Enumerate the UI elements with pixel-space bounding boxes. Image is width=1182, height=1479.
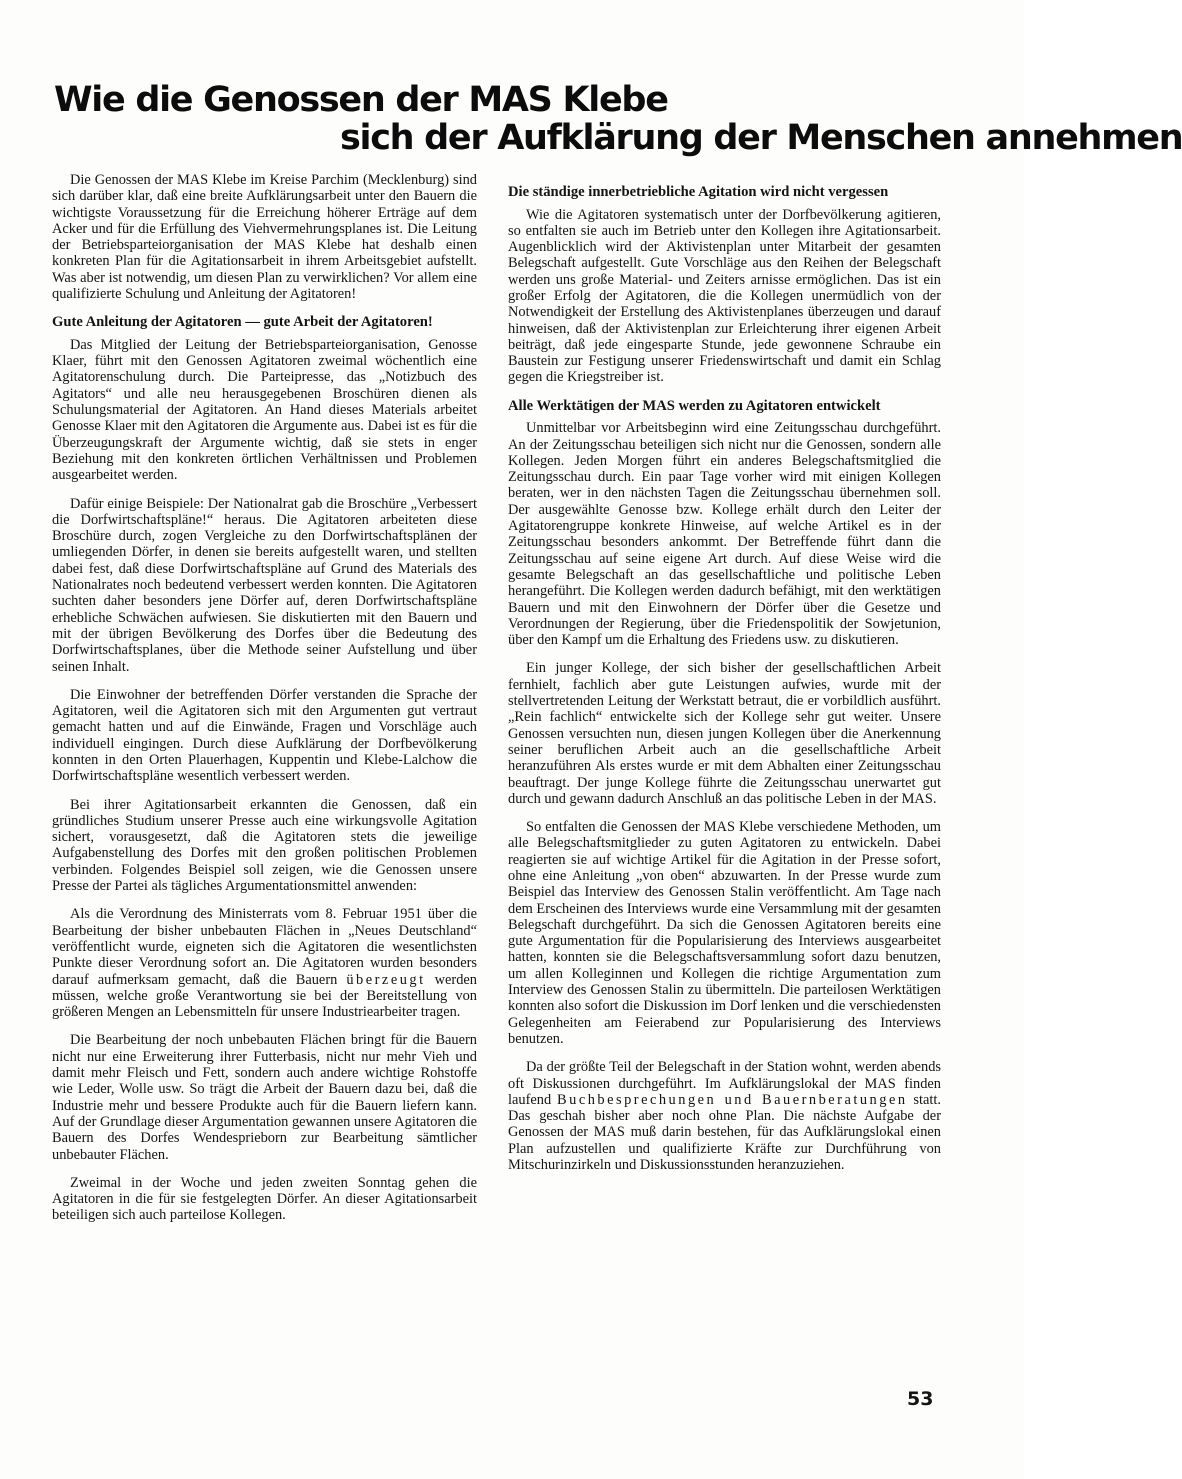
paragraph-text: statt. Das geschah bisher aber noch ohne Plan. Die nächste Aufgabe der Genossen der MAS muß darin bestehen, für das Aufklärungslokal einen Plan aufzustellen und qualifizierte Kräfte zur Durchführung von Mitschurinzirkeln und Diskussionsstunden heranzuziehen.	[508, 1091, 941, 1174]
paragraph: Die Genossen der MAS Klebe im Kreise Parchim (Mecklenburg) sind sich darüber klar, daß eine breite Aufklärungsarbeit unter den Bauern die wichtigste Voraussetzung für die Erreichung höherer Erträge auf dem Acker und für die Erfüllung des Viehvermehrungsplanes ist. Die Leitung der Betriebsparteiorganisation der MAS Klebe hat deshalb einen konkreten Plan für die Agitationsarbeit in ihrem Arbeitsgebiet aufstellt. Was aber ist notwendig, um diesen Plan zu verwirklichen? Vor allem eine qualifizierte Schulung und Anleitung der Agitatoren!	[52, 172, 477, 303]
paragraph: Das Mitglied der Leitung der Betriebsparteiorganisation, Genosse Klaer, führt mit den Genossen Agitatoren zweimal wöchentlich eine Agitatorenschulung durch. Die Parteipresse, das „Notizbuch des Agitators“ und alle neu herausgegebenen Broschüren dienen als Schulungsmaterial der Agitatoren. An Hand dieses Materials arbeitet Genosse Klaer mit den Agitatoren die Argumente aus. Dabei ist es für die Überzeugungskraft der Argumente wichtig, daß sie stets in enger Beziehung mit den konkreten örtlichen Verhältnissen und Problemen ausgearbeitet werden.	[52, 336, 477, 484]
paragraph	[508, 1059, 941, 1173]
paragraph: Zweimal in der Woche und jeden zweiten Sonntag gehen die Agitatoren in die für sie festgelegten Dörfer. An dieser Agitationsarbeit beteiligen sich auch parteilose Kollegen.	[52, 1174, 477, 1224]
paragraph: Dafür einige Beispiele: Der Nationalrat gab die Broschüre „Verbessert die Dorfwirtschaftspläne!“ heraus. Die Agitatoren arbeiteten diese Broschüre durch, zogen Vergleiche zu den Dorfwirtschaftsplänen der umliegenden Dörfer, in denen sie bereits aufgestellt waren, und stellten dabei fest, daß diese Dorfwirtschaftspläne auf Grund des Materials des Nationalrates noch bedeutend verbessert werden konnten. Die Agitatoren suchten daher besonders jene Dörfer auf, deren Dorfwirtschaftspläne erhebliche Schwächen aufwiesen. Sie diskutierten mit den Bauern und mit der übrigen Bevölkerung des Dorfes über die Bedeutung des Dorfwirtschaftsplanes, über die Methode seiner Aufstellung und über seinen Inhalt.	[52, 495, 477, 675]
paragraph-text: werden müssen, welche große Verantwortung sie bei der Bereitstellung von größeren Mengen an Lebensmitteln für unsere Industriearbeiter tragen.	[52, 971, 477, 1021]
paragraph: Bei ihrer Agitationsarbeit erkannten die Genossen, daß ein gründliches Studium unserer Presse auch eine wirkungsvolle Agitation sichert, vorausgesetzt, daß die Agitatoren stets die jeweilige Aufgabenstellung des Dorfes mit den großen politischen Problemen verbinden. Folgendes Beispiel soll zeigen, wie die Genossen unsere Presse der Partei als tägliches Argumentationsmittel anwenden:	[52, 796, 477, 895]
article-title-line-2: sich der Aufklärung der Menschen annehmen	[340, 118, 1182, 158]
paragraph	[52, 906, 477, 1020]
paragraph-text: Da der größte Teil der Belegschaft in der Station wohnt, werden abends oft Diskussionen durchgeführt. Im Aufklärungslokal der MAS finden laufend	[508, 1059, 941, 1108]
emphasized-text: überzeugt	[346, 971, 426, 988]
page-number: 53	[907, 1388, 934, 1410]
left-column	[52, 172, 477, 1236]
paragraph: Die Einwohner der betreffenden Dörfer verstanden die Sprache der Agitatoren, weil die Agitatoren sich mit den Argumenten gut vertraut gemacht hatten und auf die Einwände, Fragen und Vorschläge auch individuell eingingen. Durch diese Aufklärung der Dorfbevölkerung konnten in den Orten Plauerhagen, Kuppentin und Klebe-Lalchow die Dorfwirtschaftspläne wesentlich verbessert werden.	[52, 686, 477, 785]
paragraph-text: Als die Verordnung des Ministerrats vom 8. Februar 1951 über die Bearbeitung der bisher unbebauten Flächen in „Neues Deutschland“ veröffentlicht wurde, eigneten sich die Agitatoren die wesentlichsten Punkte dieser Verordnung sofort an. Die Agitatoren wurden besonders darauf aufmerksam gemacht, daß die Bauern	[52, 906, 477, 988]
paragraph: Unmittelbar vor Arbeitsbeginn wird eine Zeitungsschau durchgeführt. An der Zeitungsschau beteiligen sich nicht nur die Genossen, sondern alle Kollegen. Jeden Morgen führt ein anderes Belegschaftsmitglied die Zeitungsschau durch. Ein paar Tage vorher wird mit einigen Kollegen beraten, wer in den nächsten Tagen die Zeitungsschau übernehmen soll. Der ausgewählte Genosse bzw. Kollege erhält durch den Leiter der Agitatorengruppe konkrete Hinweise, auf welche Artikel es in der Zeitungsschau besonders ankommt. Der Betreffende führt dann die Zeitungsschau auf seine eigene Art durch. Auf diese Weise wird die gesamte Belegschaft an das gesellschaftliche und politische Leben herangeführt. Die Kollegen werden dadurch befähigt, mit den werktätigen Bauern und mit den Einwohnern der Dörfer über die Gesetze und Verordnungen der Regierung, über die Friedenspolitik der Sowjetunion, über den Kampf um die Erhaltung des Friedens usw. zu diskutieren.	[508, 420, 941, 649]
section-heading: Die ständige innerbetriebliche Agitation wird nicht vergessen	[508, 184, 889, 200]
section-heading: Gute Anleitung der Agitatoren — gute Arbeit der Agitatoren!	[52, 314, 433, 331]
paragraph: So entfalten die Genossen der MAS Klebe verschiedene Methoden, um alle Belegschaftsmitglieder zu guten Agitatoren zu entwickeln. Dabei reagierten sie auf wichtige Artikel für die Agitation in der Presse sofort, ohne eine Anleitung „von oben“ abzuwarten. In der Presse wurde zum Beispiel das Interview des Genossen Stalin veröffentlicht. Am Tage nach dem Erscheinen des Interviews wurde eine Versammlung mit der gesamten Belegschaft durchgeführt. Da sich die Genossen Agitatoren bereits eine gute Argumentation für die Popularisierung des Interviews ausgearbeitet hatten, konnten sie die Belegschaftsversammlung sofort dazu benutzen, um allen Kolleginnen und Kollegen die richtige Argumentation zum Interview des Genossen Stalin zu übermitteln. Die parteilosen Werktätigen konnten also sofort die Diskussion im Dorf lenken und die verschiedensten Gelegenheiten am Feierabend zur Popularisierung des Interviews benutzen.	[508, 819, 941, 1047]
section-heading: Alle Werktätigen der MAS werden zu Agitatoren entwickelt	[508, 397, 881, 414]
article-title-line-1: Wie die Genossen der MAS Klebe	[54, 80, 668, 120]
paragraph: Die Bearbeitung der noch unbebauten Flächen bringt für die Bauern nicht nur eine Erweiterung ihrer Futterbasis, nicht nur mehr Vieh und damit mehr Fleisch und Fett, sondern auch andere wichtige Rohstoffe wie Leder, Wolle usw. So trägt die Arbeit der Bauern dazu bei, daß die Industrie mehr und bessere Produkte auch für die Bauern liefern kann. Auf der Grundlage dieser Argumentation gewannen unsere Agitatoren die Bauern des Dorfes Wendesprieborn zur Bearbeitung sämtlicher unbebauter Flächen.	[52, 1032, 477, 1163]
paragraph: Ein junger Kollege, der sich bisher der gesellschaftlichen Arbeit fernhielt, fachlich aber gute Leistungen aufwies, wurde mit der stellvertretenden Leitung der Werkstatt betraut, die er vorbildlich ausführt. „Rein fachlich“ entwickelte sich der Kollege sehr gut weiter. Unsere Genossen versuchten nun, diesen jungen Kollegen über die Anerkennung seiner beruflichen Arbeit auch an die gesellschaftliche Arbeit heranzuführen Als erstes wurde er mit dem Abhalten einer Zeitungsschau beauftragt. Der junge Kollege führte die Zeitungsschau unerwartet gut durch und gewann dadurch Anschluß an das politische Leben in der MAS.	[508, 660, 941, 807]
emphasized-text: Buchbesprechungen und Bauernberatungen	[557, 1091, 908, 1108]
right-column	[508, 180, 941, 1185]
paragraph: Wie die Agitatoren systematisch unter der Dorfbevölkerung agitieren, so entfalten sie auch im Betrieb unter den Kollegen ihre Agitationsarbeit. Augenblicklich wird der Aktivistenplan unter Mitarbeit der gesamten Belegschaft aufgestellt. Gute Vorschläge aus den Reihen der Belegschaft werden uns große Material- und Zeiters arnisse ermöglichen. Das ist ein großer Erfolg der Agitatoren, die die Kollegen unermüdlich von der Notwendigkeit der Erstellung des Aktivistenplanes überzeugen und darauf hinweisen, daß der Aktivistenplan zur Erleichterung ihrer eigenen Arbeit beiträgt, daß jede eingesparte Stunde, jede gewonnene Schraube ein Baustein zur Festigung unserer Friedenswirtschaft und damit ein Schlag gegen die Kriegstreiber ist.	[508, 206, 941, 386]
